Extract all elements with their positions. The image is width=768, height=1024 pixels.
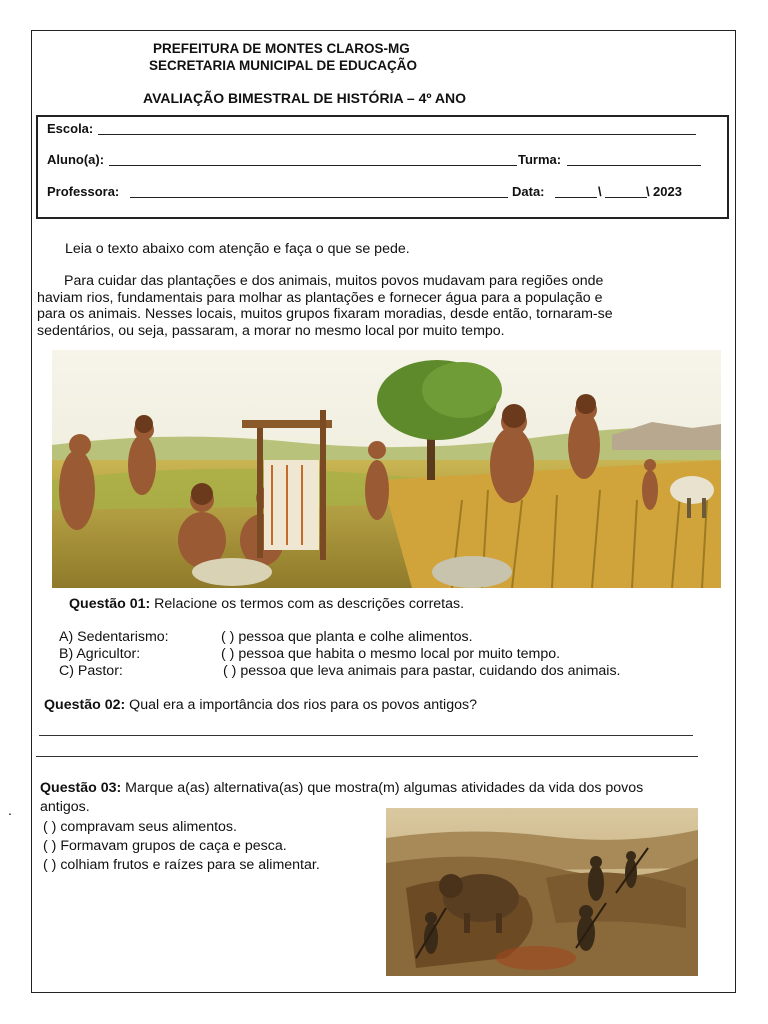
question-3: [40, 780, 643, 797]
q1-option-2[interactable]: ( ) pessoa que habita o mesmo local por muito tempo.: [221, 646, 561, 662]
question-1: [69, 596, 464, 613]
q1-option-1[interactable]: ( ) pessoa que planta e colhe alimentos.: [221, 629, 473, 645]
q1-term-a: A) Sedentarismo:: [59, 629, 169, 645]
reading-paragraph: [37, 273, 677, 339]
paragraph-line: Para cuidar das plantações e dos animais, muitos povos mudavam para regiões onde: [64, 273, 604, 289]
header-prefeitura: PREFEITURA DE MONTES CLAROS-MG: [153, 41, 410, 56]
question-2-label: Questão 02:: [44, 697, 126, 713]
intro-text: Leia o texto abaixo com atenção e faça o que se pede.: [65, 241, 410, 257]
data-day-field[interactable]: [555, 197, 597, 198]
q1-option-3[interactable]: ( ) pessoa que leva animais para pastar, cuidando dos animais.: [223, 663, 621, 679]
header-secretaria: SECRETARIA MUNICIPAL DE EDUCAÇÃO: [149, 58, 418, 73]
student-info-box: [36, 115, 729, 219]
question-1-text: Relacione os termos com as descrições corretas.: [154, 596, 465, 612]
professora-label: Professora:: [47, 184, 120, 199]
data-label: Data:: [512, 184, 545, 199]
question-1-label: Questão 01:: [69, 596, 151, 612]
question-3-text-cont: antigos.: [40, 799, 90, 815]
paragraph-line: para os animais. Nesses locais, muitos grupos fixaram moradias, desde então, tornaram-se: [37, 306, 613, 322]
turma-label: Turma:: [518, 152, 562, 167]
question-3-text: Marque a(as) alternativa(as) que mostra(m) algumas atividades da vida dos povos: [125, 780, 644, 796]
data-month-field[interactable]: [605, 197, 647, 198]
answer-line-2[interactable]: [36, 756, 698, 757]
data-year: 2023: [653, 184, 682, 199]
escola-field[interactable]: [98, 134, 696, 135]
escola-label: Escola:: [47, 121, 94, 136]
question-2: [44, 697, 477, 714]
answer-line-1[interactable]: [39, 735, 693, 736]
data-separator: \: [598, 184, 602, 199]
q1-term-b: B) Agricultor:: [59, 646, 141, 662]
agriculture-illustration: [52, 350, 721, 588]
margin-dot: .: [8, 803, 12, 819]
paragraph-line: haviam rios, fundamentais para molhar as plantações e fornecer água para a população e: [37, 289, 603, 306]
data-separator: \: [646, 184, 650, 199]
page-title: AVALIAÇÃO BIMESTRAL DE HISTÓRIA – 4º ANO: [143, 90, 466, 106]
q3-option-1[interactable]: ( ) compravam seus alimentos.: [43, 819, 237, 835]
q1-term-c: C) Pastor:: [59, 663, 123, 679]
agriculture-illustration-art: [52, 350, 721, 588]
question-3-label: Questão 03:: [40, 780, 122, 796]
hunting-illustration-art: [386, 808, 698, 976]
question-2-text: Qual era a importância dos rios para os povos antigos?: [129, 697, 477, 713]
q3-option-2[interactable]: ( ) Formavam grupos de caça e pesca.: [43, 838, 287, 854]
turma-field[interactable]: [567, 165, 701, 166]
aluno-label: Aluno(a):: [47, 152, 105, 167]
professora-field[interactable]: [130, 197, 508, 198]
hunting-illustration: [386, 808, 698, 976]
aluno-field[interactable]: [109, 165, 517, 166]
paragraph-line: sedentários, ou seja, passaram, a morar no mesmo local por muito tempo.: [37, 322, 505, 339]
q3-option-3[interactable]: ( ) colhiam frutos e raízes para se alimentar.: [43, 857, 320, 873]
